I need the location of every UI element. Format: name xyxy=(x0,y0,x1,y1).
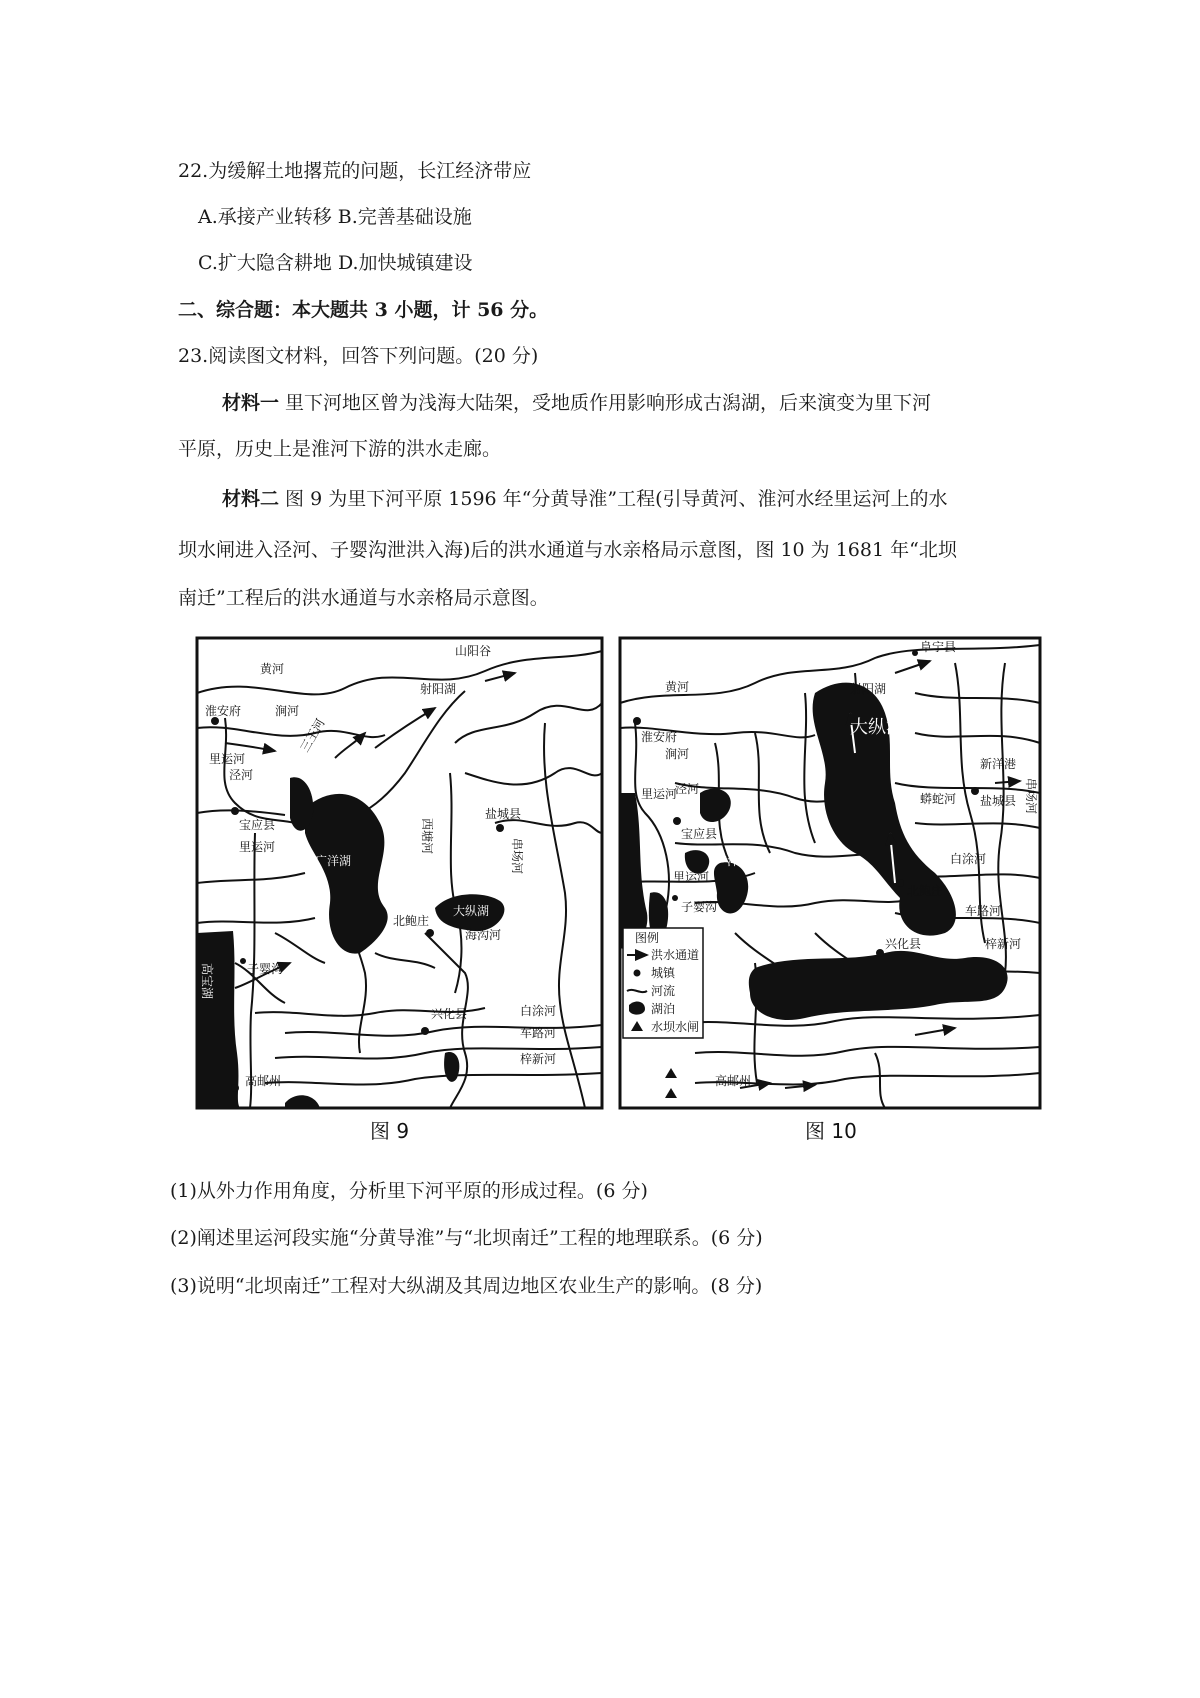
fig9-label-chelouhe: 车路河 xyxy=(520,1026,557,1040)
fig10-town-yancheng xyxy=(971,787,979,795)
fig10-label-chuanchanghe: 串场河 xyxy=(1024,778,1038,815)
fig10-legend xyxy=(623,928,703,1038)
legend-river: 河流 xyxy=(651,984,676,998)
material1-text: 里下河地区曾为浅海大陆架，受地质作用影响形成古潟湖，后来演变为里下河 xyxy=(279,392,932,414)
material2-label: 材料二 xyxy=(222,488,280,510)
material2-line2: 坝水闸进入泾河、子婴沟泄洪入海)后的洪水通道与水亲格局示意图，图 10 为 1681 年“北坝 xyxy=(178,539,957,561)
fig9-label-baoyingxian: 宝应县 xyxy=(239,818,276,832)
fig10-label-huanghe: 黄河 xyxy=(665,680,690,694)
fig10-label-baoyingxian: 宝应县 xyxy=(681,827,718,841)
fig9-town-ziyinggou xyxy=(240,958,246,964)
material1-label: 材料一 xyxy=(222,392,280,414)
fig9-label-baituhe: 白涂河 xyxy=(520,1004,557,1018)
fig9-label-gaoyouzhou: 高邮州 xyxy=(245,1074,282,1088)
map-figures-svg xyxy=(195,633,1045,1153)
fig9-label-shanyanggu: 山阳谷 xyxy=(455,644,492,658)
fig10-label-liyunhe2: 里运河 xyxy=(673,870,710,884)
fig10-label-dazonghu: 大纵湖 xyxy=(850,717,904,738)
legend-lake-symbol xyxy=(629,1002,645,1015)
fig10-label-manshehe: 蟒蛇河 xyxy=(920,792,957,806)
fig10-label-baituhe: 白涂河 xyxy=(950,852,987,866)
fig9-label-xinghuaxian: 兴化县 xyxy=(431,1007,468,1021)
fig10-town-beijuzhuang xyxy=(896,879,904,887)
fig9-label-ziyinggou: 子婴沟 xyxy=(247,962,284,976)
fig10-town-huaian xyxy=(633,717,641,725)
fig10-label-gaoyouzhou: 高邮州 xyxy=(715,1074,752,1088)
material2-line1 xyxy=(222,486,948,512)
fig10-label-beijuzhuang: 北鲍庄 xyxy=(907,884,944,898)
fig10-label-xinghuaxian: 兴化县 xyxy=(885,937,922,951)
figure-10 xyxy=(620,638,1040,1143)
fig9-label-huaianfu: 淮安府 xyxy=(205,704,242,718)
legend-flood: 洪水通道 xyxy=(651,948,700,962)
fig9-label-haigouhe: 海沟河 xyxy=(465,928,502,942)
fig10-town-baoying xyxy=(673,817,681,825)
fig9-label-huanghe: 黄河 xyxy=(260,662,285,676)
fig9-label-xitanghe: 西塘河 xyxy=(420,818,434,855)
fig9-label-jinghe: 泾河 xyxy=(229,768,254,782)
fig10-label-xinyanggang: 新洋港 xyxy=(980,757,1017,771)
fig9-label-guangyanghu: 广洋湖 xyxy=(315,854,352,868)
fig9-town-yancheng xyxy=(496,824,504,832)
fig10-label-liyunhe: 里运河 xyxy=(641,787,678,801)
fig9-label-zixinhe: 梓新河 xyxy=(520,1052,557,1066)
fig9-label-sanwanghe: 三王河 xyxy=(297,716,328,755)
map-figures xyxy=(195,633,1045,1153)
material2-line3: 南迁”工程后的洪水通道与水亲格局示意图。 xyxy=(178,587,549,609)
fig9-label-chuanchanghe: 串场河 xyxy=(510,838,524,875)
q23-sub1: (1)从外力作用角度，分析里下河平原的形成过程。(6 分) xyxy=(170,1180,648,1202)
fig10-label-yanchengxian: 盐城县 xyxy=(980,794,1017,808)
fig9-town-huaian xyxy=(211,717,219,725)
fig10-label-sheyanghu: 射阳湖 xyxy=(850,682,887,696)
q23-stem: 23.阅读图文材料，回答下列问题。(20 分) xyxy=(178,345,539,367)
material1-line2: 平原，历史上是淮河下游的洪水走廊。 xyxy=(178,438,502,460)
fig9-label-dazonghu: 大纵湖 xyxy=(453,904,490,918)
fig10-label-guangyanghu: 广洋湖 xyxy=(715,854,752,868)
fig10-label-chelouhe: 车路河 xyxy=(965,904,1002,918)
figure-9 xyxy=(197,638,602,1143)
fig10-town-ziyinggou xyxy=(672,895,678,901)
q23-sub2: (2)阐述里运河段实施“分黄导淮”与“北坝南迁”工程的地理联系。(6 分) xyxy=(170,1227,763,1249)
fig9-label-jianhe: 涧河 xyxy=(275,704,300,718)
fig9-label-beijuzhuang: 北鲍庄 xyxy=(393,914,430,928)
fig10-label-huaianfu: 淮安府 xyxy=(641,730,678,744)
fig9-label-gaobaohu: 高宝湖 xyxy=(200,963,214,1000)
fig10-label-fuxian: 阜宁县 xyxy=(920,640,957,654)
fig9-caption: 图 9 xyxy=(370,1119,410,1143)
fig10-town-funing xyxy=(912,650,918,656)
fig9-gaobao-lake xyxy=(197,931,240,1108)
legend-town-symbol xyxy=(634,970,641,977)
fig9-town-beijuzhuang xyxy=(426,929,434,937)
fig10-town-xinghua xyxy=(876,949,884,957)
q23-sub3: (3)说明“北坝南迁”工程对大纵湖及其周边地区农业生产的影响。(8 分) xyxy=(170,1275,763,1297)
fig10-caption: 图 10 xyxy=(805,1119,857,1143)
fig9-label-liyunhe-mid: 里运河 xyxy=(239,840,276,854)
material1-line1 xyxy=(222,390,931,416)
section-heading: 二、综合题：本大题共 3 小题，计 56 分。 xyxy=(178,299,549,321)
fig10-label-zixinhe: 梓新河 xyxy=(985,937,1022,951)
legend-dam: 水坝水闸 xyxy=(651,1020,700,1034)
fig10-label-ziyinggou: 子婴沟 xyxy=(681,900,718,914)
fig9-town-baoying xyxy=(231,807,239,815)
fig9-label-sheyanghu: 射阳湖 xyxy=(420,682,457,696)
q22-options-ab: A.承接产业转移 B.完善基础设施 xyxy=(198,206,472,228)
legend-town: 城镇 xyxy=(651,966,676,980)
fig10-label-jianhe: 涧河 xyxy=(665,747,690,761)
fig9-label-yanchengxian: 盐城县 xyxy=(485,807,522,821)
q22-stem: 22.为缓解土地撂荒的问题，长江经济带应 xyxy=(178,160,532,182)
fig9-town-xinghua xyxy=(421,1027,429,1035)
q22-options-cd: C.扩大隐含耕地 D.加快城镇建设 xyxy=(198,252,473,274)
material2-text: 图 9 为里下河平原 1596 年“分黄导淮”工程(引导黄河、淮河水经里运河上的水 xyxy=(279,488,948,510)
legend-lake: 湖泊 xyxy=(651,1002,676,1016)
fig10-label-jinghe: 泾河 xyxy=(675,782,700,796)
legend-title: 图例 xyxy=(635,931,660,945)
fig9-town-gaoyou xyxy=(231,1084,239,1092)
fig9-label-liyunhe-top: 里运河 xyxy=(209,752,246,766)
